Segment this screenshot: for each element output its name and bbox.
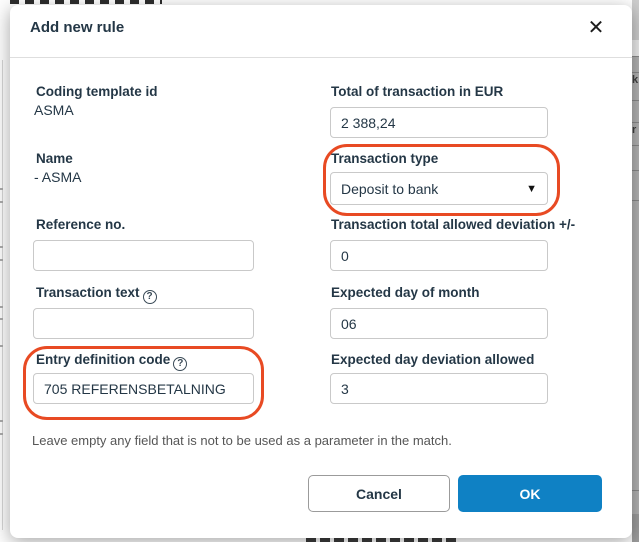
entry-definition-code-input[interactable] xyxy=(33,373,254,404)
expected-day-label: Expected day of month xyxy=(331,285,480,300)
transaction-text-input[interactable] xyxy=(33,308,254,339)
close-icon[interactable]: ✕ xyxy=(587,16,605,39)
background-tick xyxy=(0,345,3,347)
day-deviation-label: Expected day deviation allowed xyxy=(331,352,535,367)
background-letter: r xyxy=(632,124,637,136)
background-right-header xyxy=(632,0,639,40)
background-row-line xyxy=(632,122,639,123)
background-tick xyxy=(0,201,3,203)
name-label: Name xyxy=(36,151,73,166)
entry-definition-code-label xyxy=(36,352,187,371)
total-deviation-label: Transaction total allowed deviation +/- xyxy=(331,217,576,232)
background-tick xyxy=(0,420,3,422)
background-letter: k xyxy=(632,74,639,86)
transaction-text-label-text: Transaction text xyxy=(36,285,140,300)
footer-note: Leave empty any field that is not to be used as a parameter in the match. xyxy=(32,433,452,448)
total-eur-label: Total of transaction in EUR xyxy=(331,84,504,99)
coding-template-id-label: Coding template id xyxy=(36,84,158,99)
reference-no-label: Reference no. xyxy=(36,217,126,232)
background-row-line xyxy=(632,490,639,491)
background-tick xyxy=(0,318,3,320)
background-left-line xyxy=(2,60,3,530)
transaction-type-label: Transaction type xyxy=(331,151,439,166)
header-divider xyxy=(10,57,632,58)
background-tick xyxy=(0,306,3,308)
expected-day-input[interactable] xyxy=(330,308,548,339)
background-row-line xyxy=(632,170,639,171)
entry-definition-code-label-text: Entry definition code xyxy=(36,352,171,367)
background-right-band xyxy=(632,40,639,56)
background-tick xyxy=(0,259,3,261)
background-clipped-text-bottom xyxy=(306,538,458,542)
cancel-button[interactable]: Cancel xyxy=(308,475,450,512)
background-tick xyxy=(0,433,3,435)
total-deviation-input[interactable] xyxy=(330,240,548,271)
background-row-line xyxy=(632,56,639,57)
coding-template-id-value: ASMA xyxy=(34,102,74,118)
background-right-footer xyxy=(632,514,639,542)
total-eur-input[interactable] xyxy=(330,107,548,138)
reference-no-input[interactable] xyxy=(33,240,254,271)
background-clipped-text-top xyxy=(10,0,162,4)
background-row-line xyxy=(632,100,639,101)
background-row-line xyxy=(632,72,639,73)
transaction-text-label xyxy=(36,285,157,304)
background-tick xyxy=(0,246,3,248)
add-new-rule-dialog xyxy=(10,5,632,538)
dropdown-arrow-icon: ▼ xyxy=(526,182,537,195)
background-row-line xyxy=(632,200,639,201)
background-row-line xyxy=(632,145,639,146)
entry-definition-code-help-icon[interactable]: ? xyxy=(173,357,187,371)
dialog-title: Add new rule xyxy=(30,19,125,36)
transaction-type-select[interactable] xyxy=(330,172,548,205)
background-tick xyxy=(0,188,3,190)
transaction-type-selected-value: Deposit to bank xyxy=(341,180,439,197)
name-value: - ASMA xyxy=(34,169,82,185)
transaction-text-help-icon[interactable]: ? xyxy=(143,290,157,304)
background-left-strip xyxy=(0,0,10,542)
day-deviation-input[interactable] xyxy=(330,373,548,404)
background-right-strip xyxy=(632,0,639,542)
ok-button[interactable]: OK xyxy=(458,475,602,512)
